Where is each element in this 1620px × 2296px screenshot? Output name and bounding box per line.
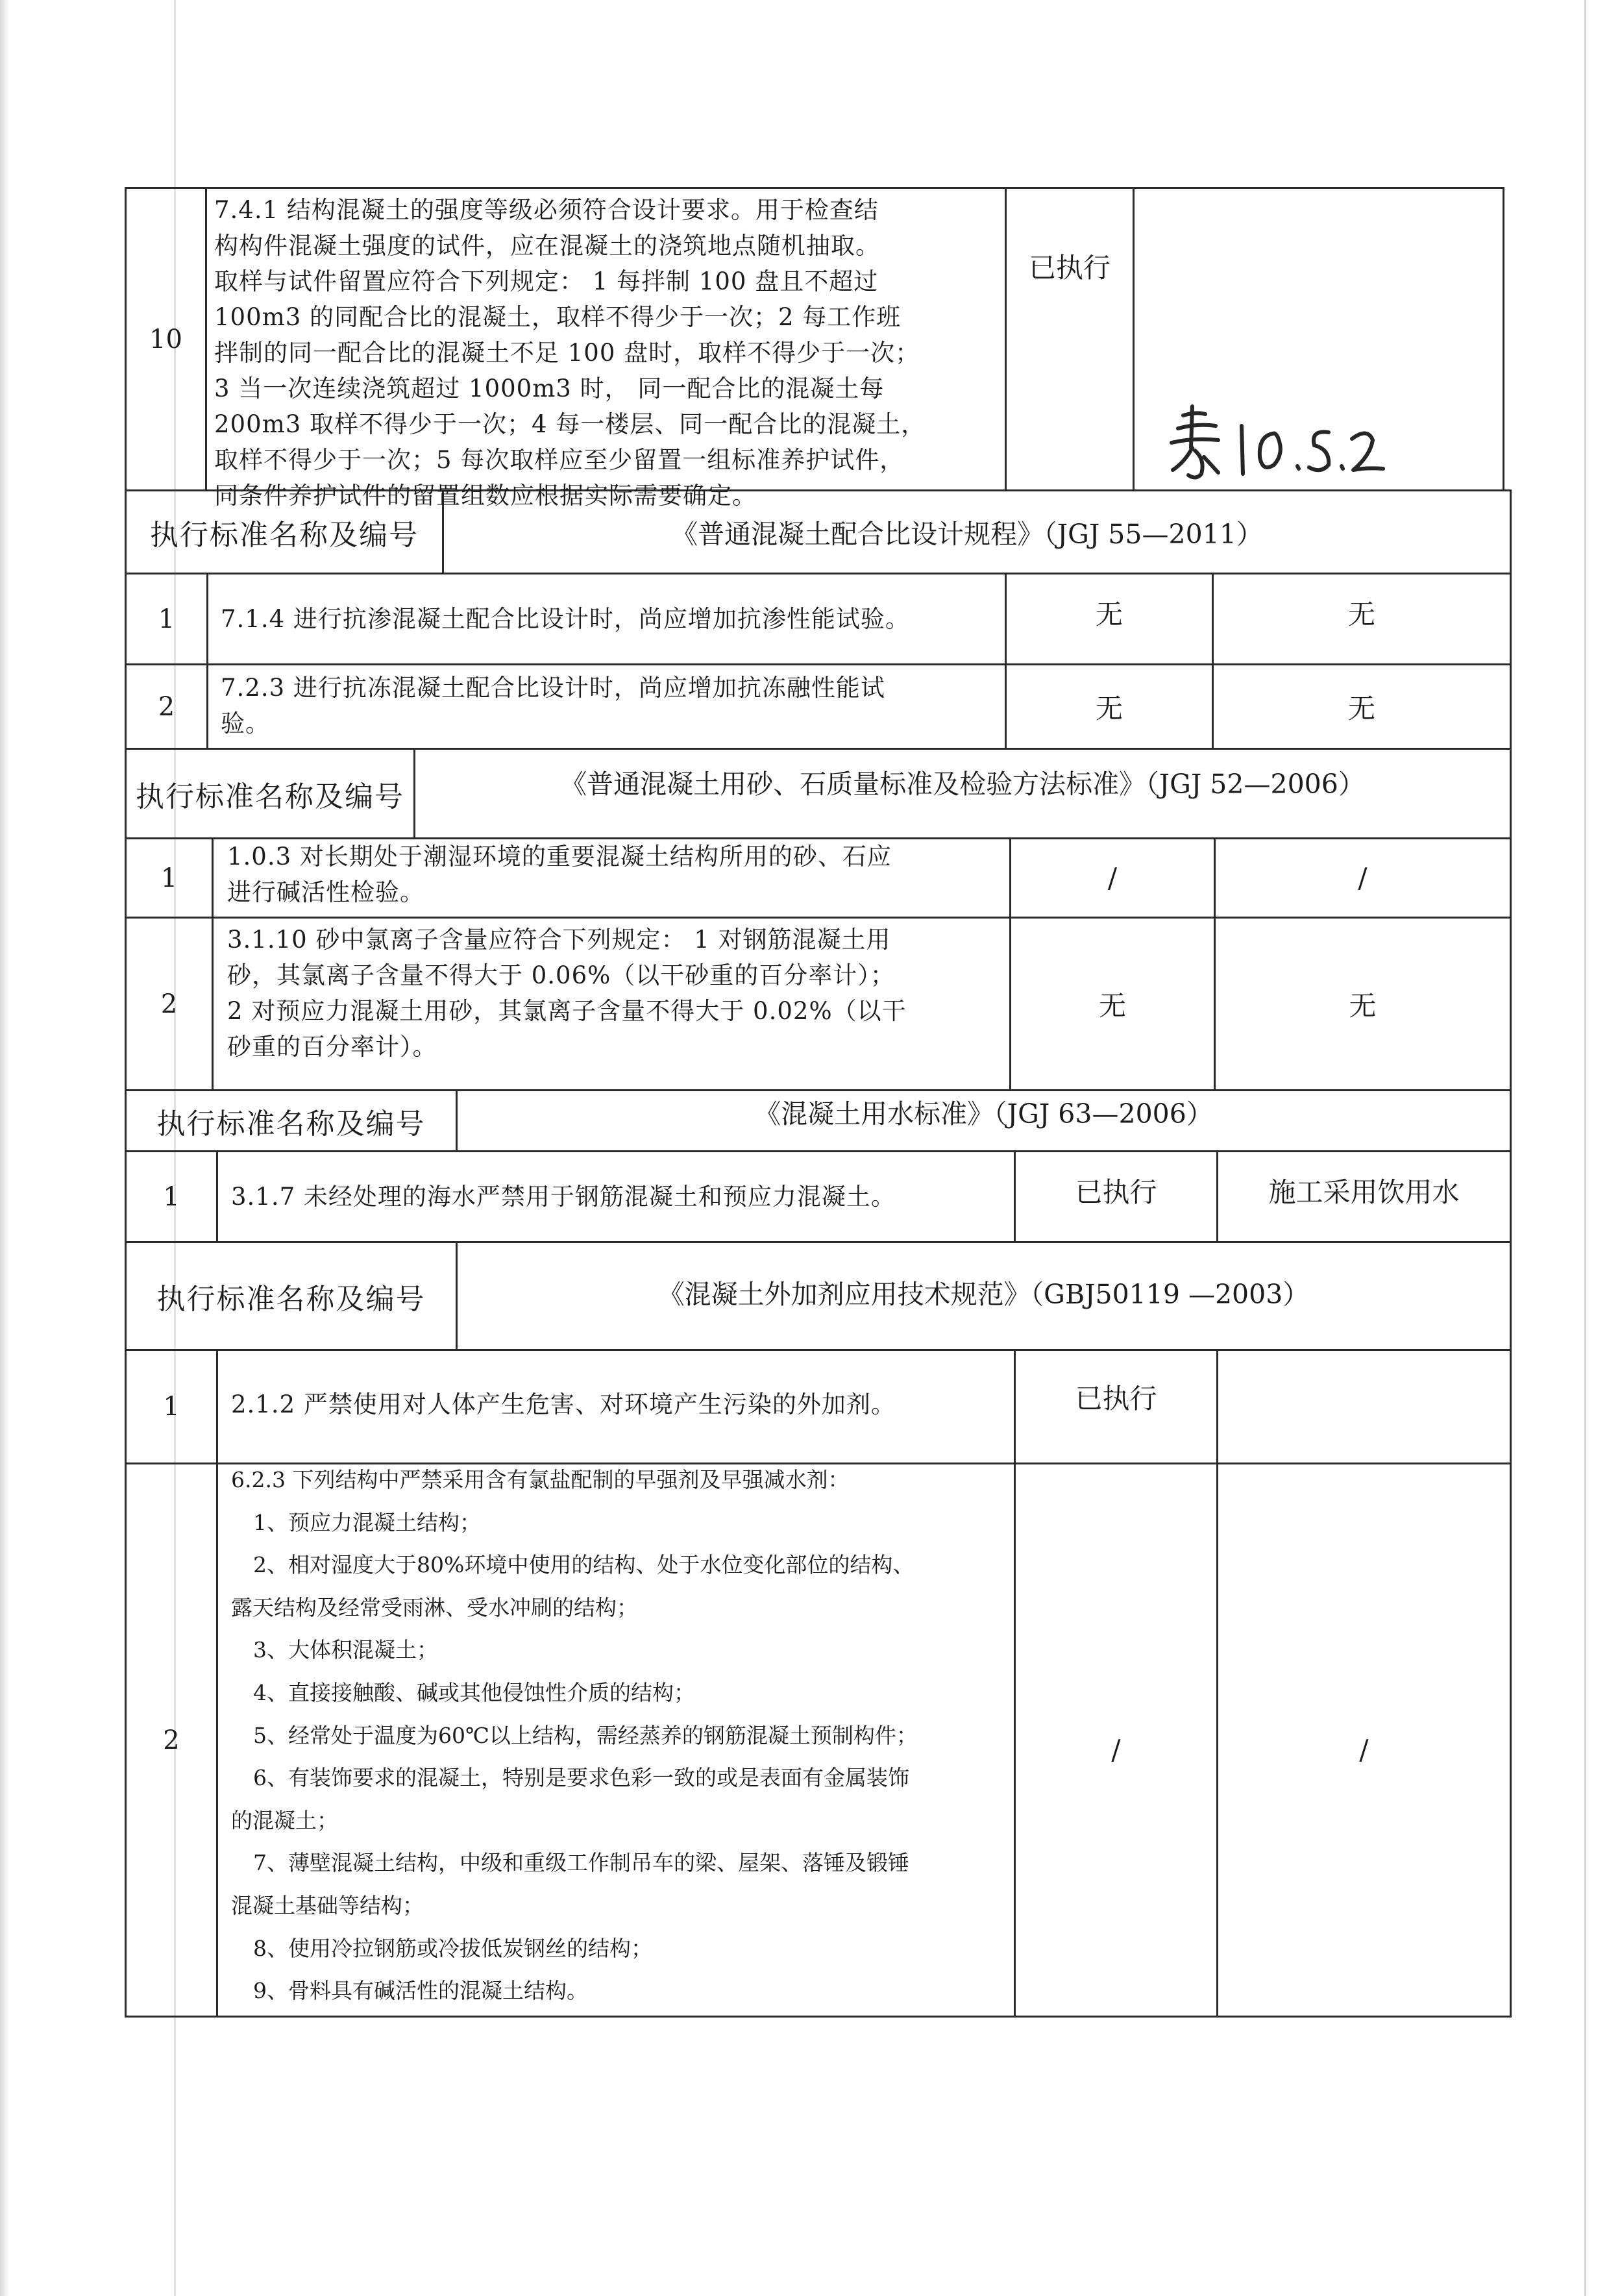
standard-title: 《普通混凝土配合比设计规程》（JGJ 55—2011）: [671, 519, 1263, 550]
clause-line: 100m3 的同配合比的混凝土，取样不得少于一次；2 每工作班: [214, 303, 902, 331]
row-number: 2: [163, 1725, 180, 1755]
clause-line: 4、直接接触酸、碱或其他侵蚀性介质的结构；: [253, 1679, 695, 1705]
row-number: 1: [160, 863, 178, 893]
header-label: 执行标准名称及编号: [156, 1282, 426, 1316]
rule-top: [125, 187, 1504, 189]
clause-line: 取样不得少于一次；5 每次取样应至少留置一组标准养护试件，: [214, 446, 905, 474]
clause-line: 1、预应力混凝土结构；: [253, 1509, 481, 1535]
clause-line: 6、有装饰要求的混凝土，特别是要求色彩一致的或是表面有金属装饰: [253, 1765, 909, 1791]
status-cell: 已执行: [1028, 252, 1111, 284]
note-cell: 施工采用饮用水: [1268, 1176, 1460, 1208]
clause-text-b2: [221, 670, 1003, 741]
clause-text-a10: [214, 192, 1001, 513]
clause-text-e1: [231, 1387, 1010, 1422]
standard-title: 《普通混凝土用砂、石质量标准及检验方法标准》（JGJ 52—2006）: [560, 769, 1365, 800]
clause-line: 2、相对湿度大于80%环境中使用的结构、处于水位变化部位的结构、: [253, 1552, 914, 1578]
standard-title: 《混凝土外加剂应用技术规范》（GBJ50119 —2003）: [657, 1279, 1310, 1310]
clause-line: 进行碱活性检验。: [227, 878, 424, 906]
clause-line: 3.1.7 未经处理的海水严禁用于钢筋混凝土和预应力混凝土。: [231, 1183, 896, 1211]
rule-d-col1: [216, 1150, 218, 1241]
clause-line: 9、骨料具有碱活性的混凝土结构。: [253, 1978, 588, 2004]
note-cell: /: [1359, 1734, 1369, 1766]
status-cell: 已执行: [1075, 1383, 1157, 1414]
standard-title: 《混凝土用水标准》（JGJ 63—2006）: [754, 1098, 1213, 1129]
clause-line: 构构件混凝土强度的试件，应在混凝土的浇筑地点随机抽取。: [214, 232, 880, 260]
header-label: 执行标准名称及编号: [136, 780, 404, 813]
clause-text-c2: [227, 922, 1006, 1065]
status-cell: 已执行: [1075, 1176, 1157, 1208]
note-cell: /: [1358, 862, 1368, 894]
clause-line: 砂重的百分率计）。: [227, 1033, 437, 1061]
clause-line: 3、大体积混凝土；: [253, 1637, 438, 1663]
note-cell: 无: [1347, 598, 1375, 630]
clause-line: 混凝土基础等结构；: [231, 1892, 424, 1918]
clause-line: 7.1.4 进行抗渗混凝土配合比设计时，尚应增加抗渗性能试验。: [221, 605, 910, 633]
rule-bottom: [125, 2016, 1511, 2018]
clause-line: 砂，其氯离子含量不得大于 0.06%（以干砂重的百分率计）；: [227, 961, 895, 989]
status-cell: /: [1111, 1734, 1121, 1766]
clause-line: 露天结构及经常受雨淋、受水冲刷的结构；: [231, 1594, 638, 1620]
clause-line: 7.4.1 结构混凝土的强度等级必须符合设计要求。用于检查结: [214, 196, 879, 224]
note-cell: [1218, 1351, 1510, 1463]
row-number: 2: [158, 691, 175, 722]
clause-line: 7.2.3 进行抗冻混凝土配合比设计时，尚应增加抗冻融性能试: [221, 674, 885, 702]
rule-e-col1: [216, 1349, 218, 2018]
rule-c-col1: [212, 837, 214, 1089]
status-cell: 无: [1095, 598, 1123, 630]
clause-line: 6.2.3 下列结构中严禁采用含有氯盐配制的早强剂及早强减水剂：: [231, 1467, 850, 1492]
clause-line: 3.1.10 砂中氯离子含量应符合下列规定： 1 对钢筋混凝土用: [227, 926, 891, 954]
clause-line: 200m3 取样不得少于一次；4 每一楼层、同一配合比的混凝土，: [214, 410, 926, 438]
rule-b-col1: [206, 573, 208, 748]
row-number: 1: [158, 604, 175, 634]
status-cell: 无: [1098, 989, 1126, 1022]
status-cell: /: [1107, 862, 1118, 894]
header-label: 执行标准名称及编号: [150, 518, 419, 552]
clause-line: 的混凝土；: [231, 1807, 338, 1833]
clause-line: 拌制的同一配合比的混凝土不足 100 盘时，取样不得少于一次；: [214, 339, 920, 367]
clause-text-d1: [231, 1179, 1010, 1215]
clause-line: 1.0.3 对长期处于潮湿环境的重要混凝土结构所用的砂、石应: [227, 843, 892, 870]
clause-text-b1: [221, 601, 1003, 637]
rule-right-a: [1503, 187, 1504, 489]
clause-line: 2.1.2 严禁使用对人体产生危害、对环境产生污染的外加剂。: [231, 1390, 896, 1418]
rule-a-col1: [205, 187, 207, 489]
clause-line: 2 对预应力混凝土用砂，其氯离子含量不得大于 0.02%（以干: [227, 997, 907, 1025]
clause-line: 5、经常处于温度为60℃以上结构，需经蒸养的钢筋混凝土预制构件；: [253, 1722, 918, 1748]
note-cell: 无: [1349, 989, 1377, 1022]
clause-line: 同条件养护试件的留置组数应根据实际需要确定。: [214, 482, 757, 510]
note-cell: 无: [1347, 692, 1375, 724]
clause-line: 3 当一次连续浇筑超过 1000m3 时， 同一配合比的混凝土每: [214, 375, 885, 402]
rule-a-col3: [1133, 187, 1135, 489]
clause-text-c1: [227, 839, 1006, 910]
handwritten-note-signature: [1159, 397, 1392, 488]
status-cell: 无: [1095, 692, 1123, 724]
row-number: 1: [163, 1181, 180, 1212]
rule-right: [1510, 489, 1512, 2018]
clause-line: 8、使用冷拉钢筋或冷拔低炭钢丝的结构；: [253, 1935, 652, 1961]
row-number: 2: [160, 989, 178, 1019]
row-number: 1: [163, 1392, 180, 1422]
header-label: 执行标准名称及编号: [156, 1107, 426, 1141]
clause-line: 取样与试件留置应符合下列规定： 1 每拌制 100 盘且不超过: [214, 267, 879, 295]
clause-line: 7、薄壁混凝土结构，中级和重级工作制吊车的梁、屋架、落锤及锻锤: [253, 1850, 909, 1876]
clause-line: 验。: [221, 710, 270, 737]
clause-text-e2: [231, 1459, 1010, 2012]
row-number: 10: [149, 324, 182, 354]
